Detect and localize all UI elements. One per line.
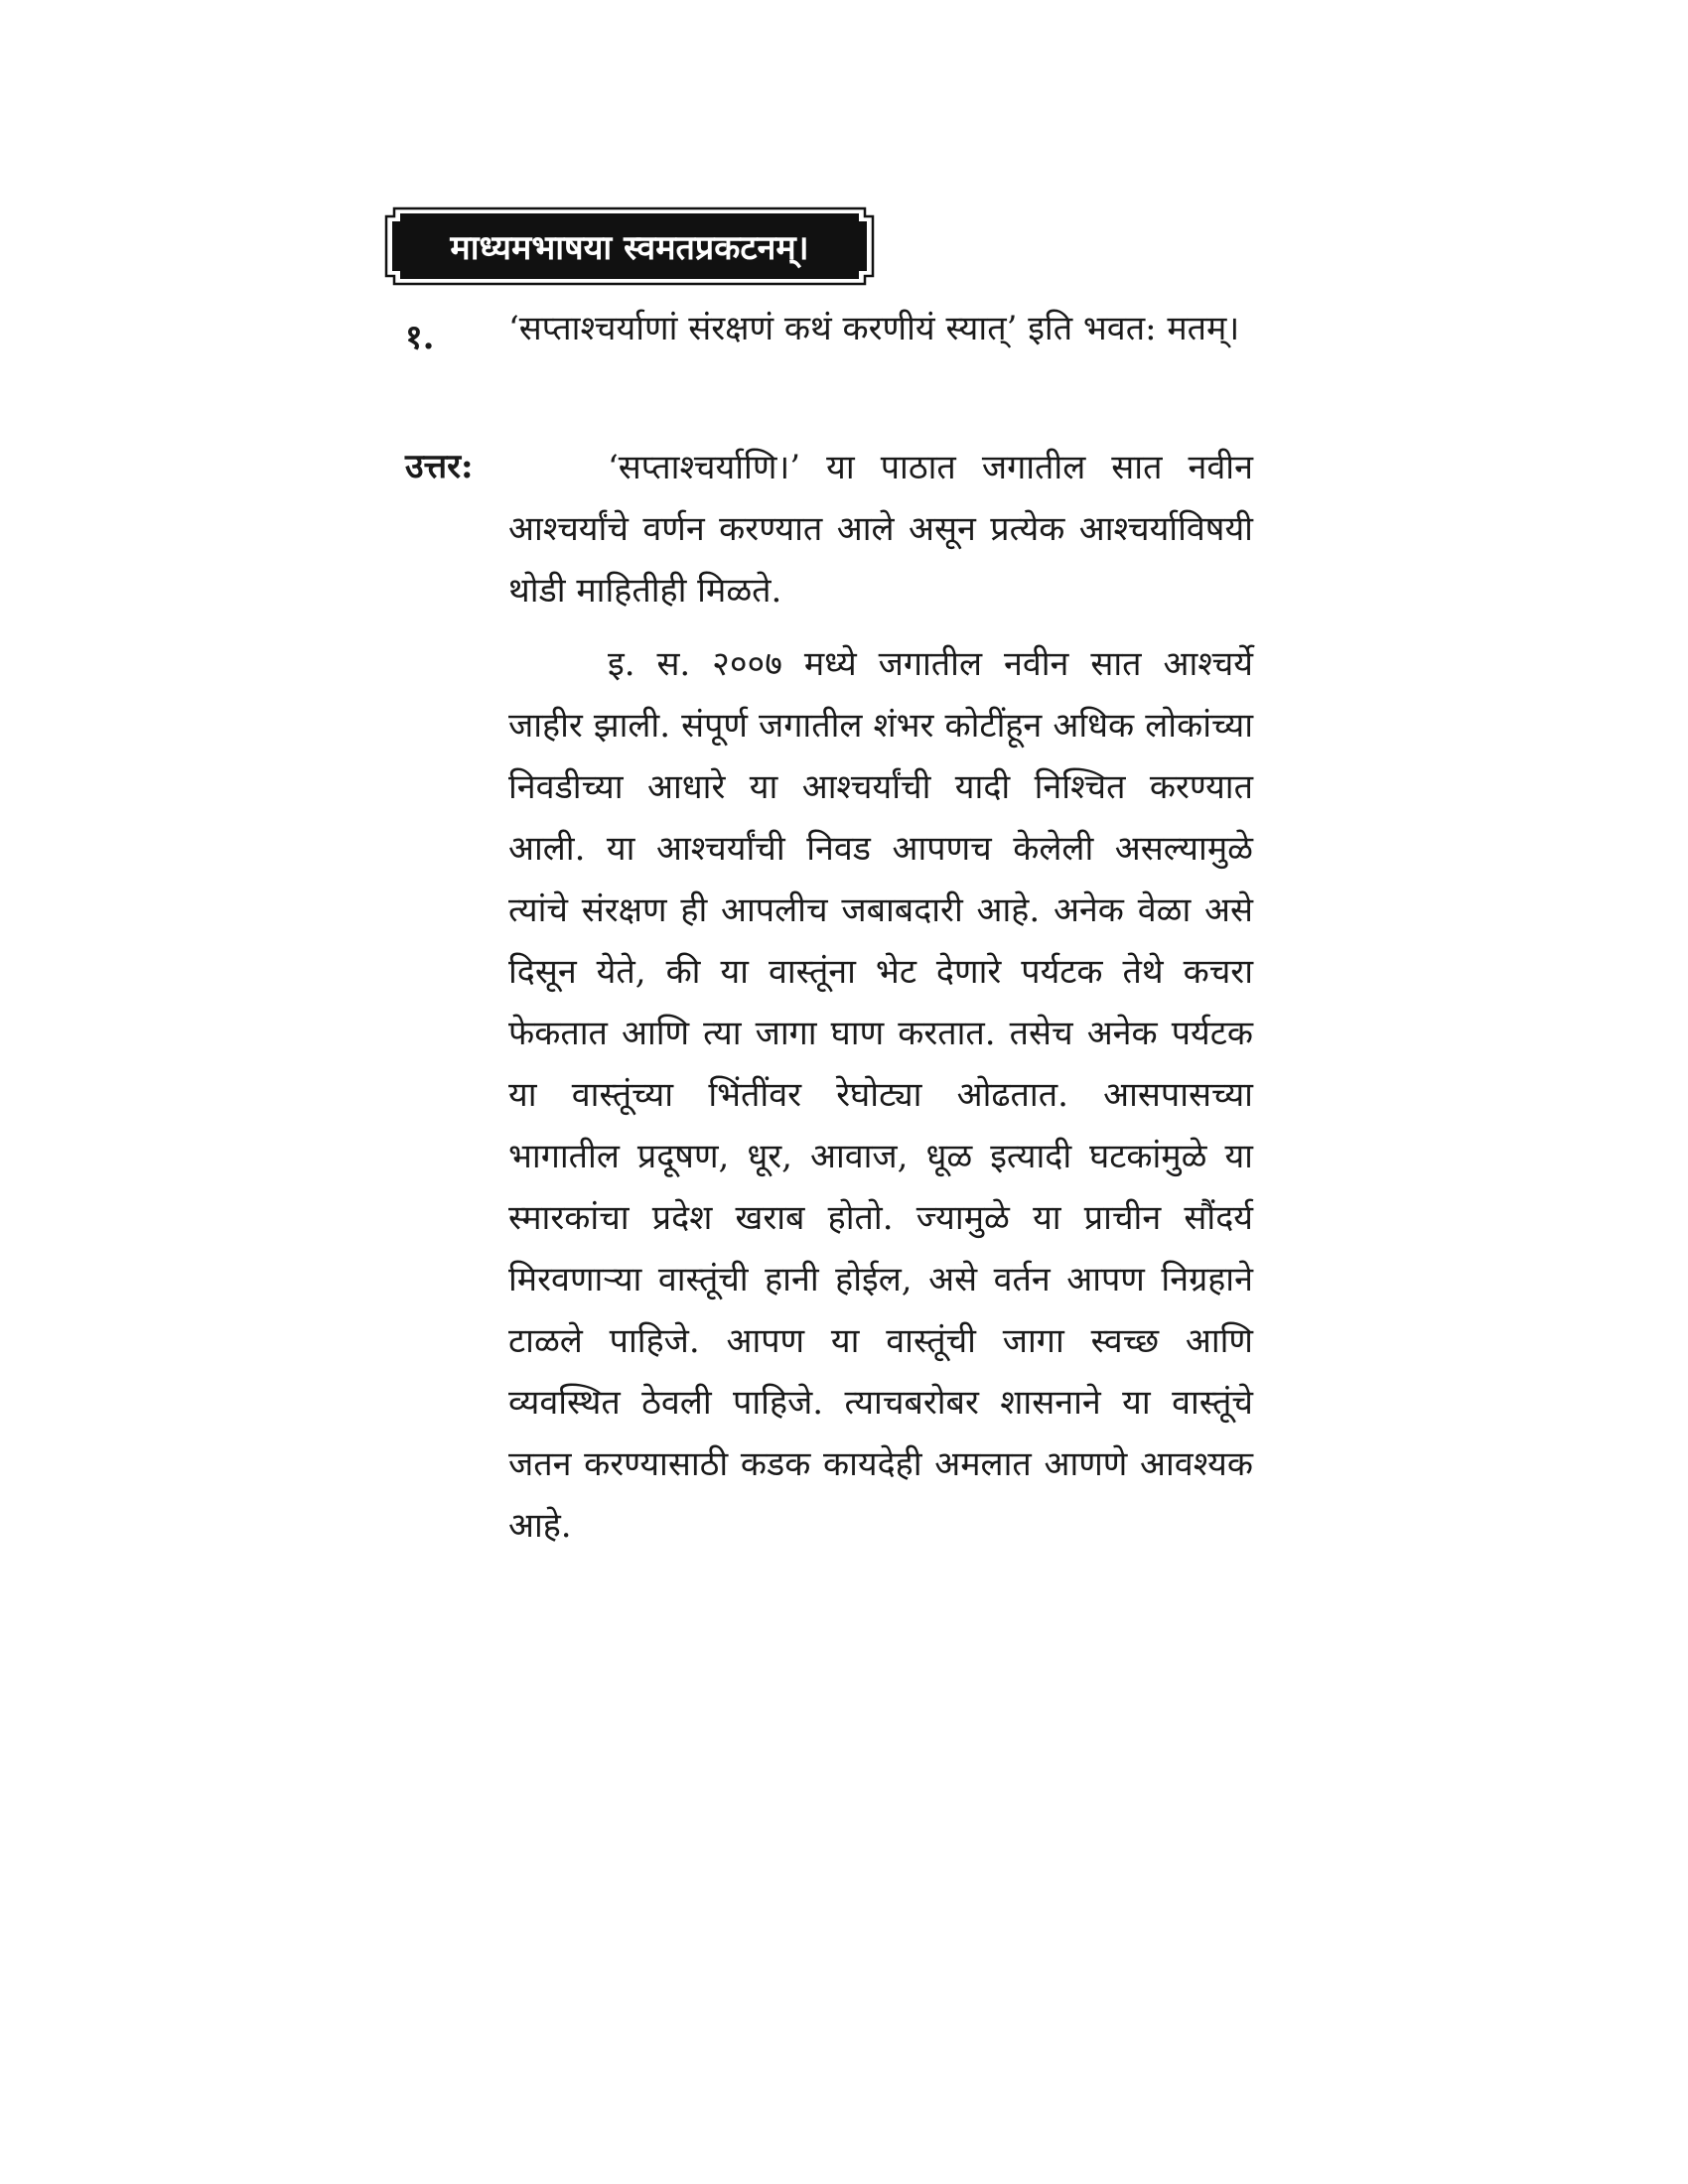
answer-body [508,437,1253,1569]
section-heading-box [384,206,875,286]
answer-paragraph-2: इ. स. २००७ मध्ये जगातील नवीन सात आश्चर्ये जाहीर झाली. संपूर्ण जगातील शंभर कोटींहून अधिक लोकांच्या निवडीच्या आधारे या आश्चर्यांची यादी निश्चित करण्यात आली. या आश्चर्यांची निवड आपणच केलेली असल्यामुळे त्यांचे संरक्षण ही आपलीच जबाबदारी आहे. अनेक वेळा असे दिसून येते, की या वास्तूंना भेट देणारे पर्यटक तेथे कचरा फेकतात आणि त्या जागा घाण करतात. तसेच अनेक पर्यटक या वास्तूंच्या भिंतींवर रेघोट्या ओढतात. आसपासच्या भागातील प्रदूषण, धूर, आवाज, धूळ इत्यादी घटकांमुळे या स्मारकांचा प्रदेश खराब होतो. ज्यामुळे या प्राचीन सौंदर्य मिरवणाऱ्या वास्तूंची हानी होईल, असे वर्तन आपण निग्रहाने टाळले पाहिजे. आपण या वास्तूंची जागा स्वच्छ आणि व्यवस्थित ठेवली पाहिजे. त्याचबरोबर शासनाने या वास्तूंचे जतन करण्यासाठी कडक कायदेही अमलात आणणे आवश्यक आहे. [508,644,1253,1546]
section-heading: माध्यमभाषया स्वमतप्रकटनम्। [450,228,809,268]
answer-label: उत्तर: [405,447,474,486]
question-number: १. [405,318,435,357]
question-text: ‘सप्ताश्चर्याणां संरक्षणं कथं करणीयं स्यात्’ इति भवत: मतम्। [508,309,1240,348]
answer-paragraph-1: ‘सप्ताश्चर्याणि।’ या पाठात जगातील सात नवीन आश्चर्यांचे वर्णन करण्यात आले असून प्रत्येक आश्चर्याविषयी थोडी माहितीही मिळते. [508,448,1253,611]
